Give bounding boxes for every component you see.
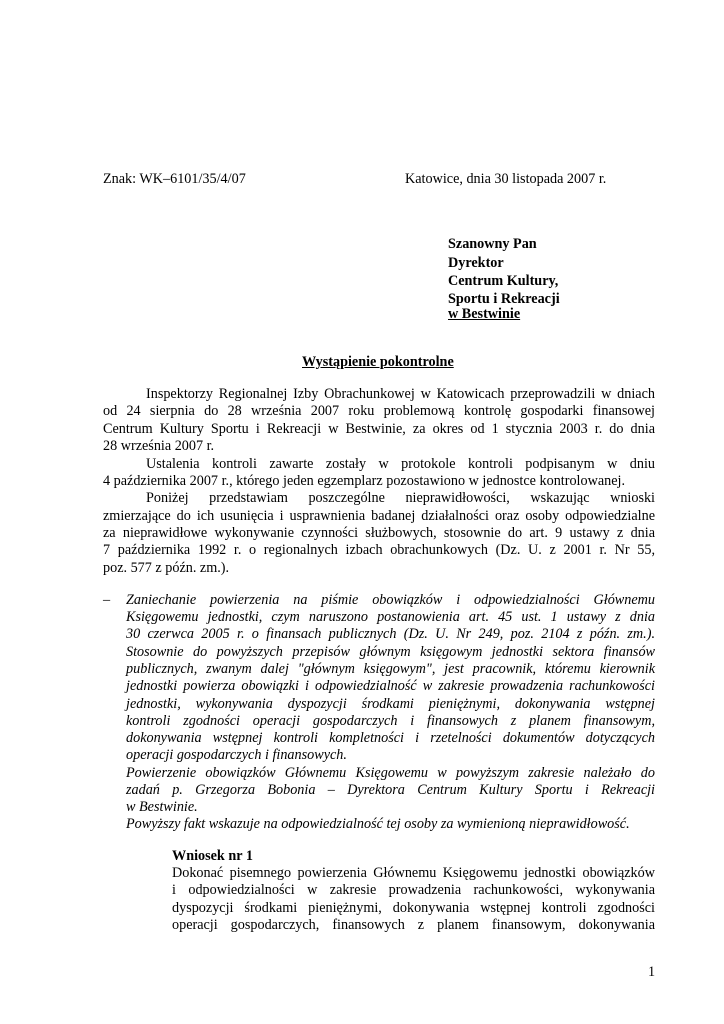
body-line: zmierzające do ich usunięcia i usprawnienia badanej działalności oraz osoby odpowiedzialne: [103, 508, 655, 524]
wniosek-line: Dokonać pisemnego powierzenia Głównemu Księgowemu jednostki obowiązków: [172, 865, 655, 881]
finding-line: w Bestwinie.: [126, 799, 198, 815]
body-line: Poniżej przedstawiam poszczególne nieprawidłowości, wskazując wnioski: [146, 490, 655, 506]
finding-line: Zaniechanie powierzenia na piśmie obowiązków i odpowiedzialności Głównemu: [126, 592, 655, 608]
body-line: 4 października 2007 r., którego jeden egzemplarz pozostawiono w jednostce kontrolowanej.: [103, 473, 626, 489]
finding-line: jednostki, wykonywania dyspozycji środkami pieniężnymi, dokonywania wstępnej: [126, 696, 655, 712]
addressee-line: w Bestwinie: [448, 306, 521, 322]
body-line: od 24 sierpnia do 28 września 2007 roku problemową kontrolę gospodarki finansowej: [103, 403, 655, 419]
finding-line: zadań p. Grzegorza Bobonia – Dyrektora Centrum Kultury Sportu i Rekreacji: [126, 782, 655, 798]
place-and-date: Katowice, dnia 30 listopada 2007 r.: [405, 171, 607, 187]
bullet-dash: –: [103, 592, 111, 608]
addressee-line: Sportu i Rekreacji: [448, 291, 560, 307]
body-line: Ustalenia kontroli zawarte zostały w protokole kontroli podpisanym w dniu: [146, 456, 655, 472]
finding-line: operacji gospodarczych i finansowych.: [126, 747, 347, 763]
finding-line: Powyższy fakt wskazuje na odpowiedzialność tej osoby za wymienioną nieprawidłowość.: [126, 816, 630, 832]
finding-line: kontroli zgodności operacji gospodarczych i finansowych z planem finansowym,: [126, 713, 655, 729]
body-line: Centrum Kultury Sportu i Rekreacji w Bestwinie, za okres od 1 stycznia 2003 r. do dnia: [103, 421, 655, 437]
finding-line: Powierzenie obowiązków Głównemu Księgowemu w powyższym zakresie należało do: [126, 765, 655, 781]
finding-line: 30 czerwca 2005 r. o finansach publicznych (Dz. U. Nr 249, poz. 2104 z późn. zm.).: [126, 626, 655, 642]
wniosek-line: dyspozycji środkami pieniężnymi, dokonywania wstępnej kontroli zgodności: [172, 900, 655, 916]
body-line: 7 października 1992 r. o regionalnych izbach obrachunkowych (Dz. U. z 2001 r. Nr 55,: [103, 542, 655, 558]
body-line: 28 września 2007 r.: [103, 438, 215, 454]
addressee-line: Szanowny Pan: [448, 236, 537, 252]
document-sign: Znak: WK–6101/35/4/07: [103, 171, 246, 187]
finding-line: dokonywania wstępnej kontroli kompletności i rzetelności dokumentów dotyczących: [126, 730, 655, 746]
wniosek-line: operacji gospodarczych, finansowych z planem finansowym, dokonywania: [172, 917, 655, 933]
body-line: za nieprawidłowe wykonywanie czynności służbowych, stosownie do art. 9 ustawy z dnia: [103, 525, 655, 541]
body-line: poz. 577 z późn. zm.).: [103, 560, 230, 576]
document-title: Wystąpienie pokontrolne: [302, 354, 454, 370]
wniosek-line: i odpowiedzialności w zakresie prowadzenia rachunkowości, wykonywania: [172, 882, 655, 898]
body-line: Inspektorzy Regionalnej Izby Obrachunkowej w Katowicach przeprowadzili w dniach: [146, 386, 655, 402]
finding-line: Stosownie do powyższych przepisów głównym księgowym jednostki sektora finansów: [126, 644, 655, 660]
finding-line: publicznych, zwanym dalej "głównym księgowym", jest pracownik, któremu kierownik: [126, 661, 655, 677]
addressee-line: Dyrektor: [448, 255, 504, 271]
finding-line: Księgowemu jednostki, czym naruszono postanowienia art. 45 ust. 1 ustawy z dnia: [126, 609, 655, 625]
wniosek-heading: Wniosek nr 1: [172, 848, 253, 864]
finding-line: jednostki powierza obowiązki i odpowiedzialność w zakresie prowadzenia rachunkowości: [126, 678, 655, 694]
page-number: 1: [648, 964, 656, 980]
addressee-line: Centrum Kultury,: [448, 273, 559, 289]
